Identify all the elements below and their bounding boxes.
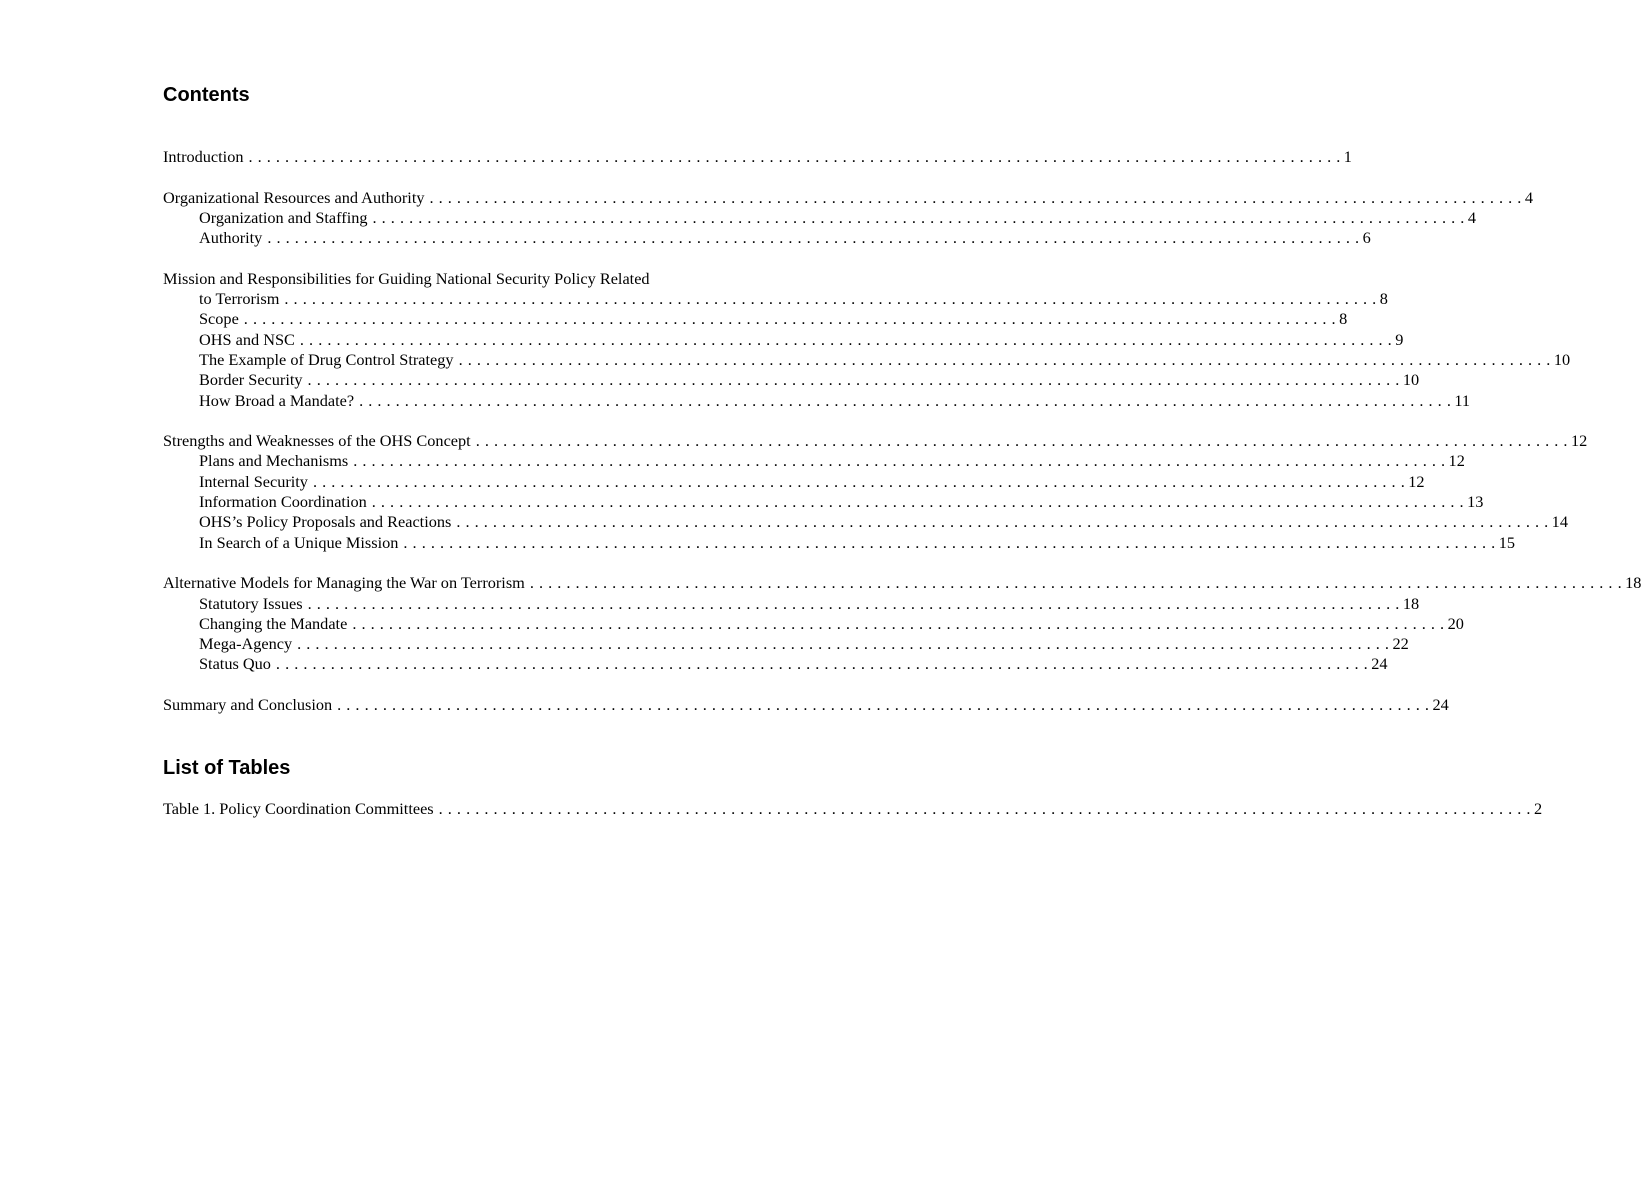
toc-entry[interactable] (163, 187, 1533, 208)
toc-entry-page-number: 8 (1339, 309, 1348, 329)
dot-leader: . . . . . . . . . . . . . . . . . . . . . . . . . . . . . . . . . . . . . . . . . . . . . . . . . . . . . . . . . . . . . . . . . . . . . . . . . . . . . . . . . . . . . . . . . . . . . . . . . . . . . . . . . . . . . . . . . . . . . . . . (438, 799, 1531, 818)
toc-entry-title: Authority (199, 228, 263, 248)
toc-entry[interactable] (163, 492, 1484, 512)
toc-entry[interactable] (163, 451, 1465, 471)
toc-entry-page-number: 2 (1533, 799, 1543, 818)
dot-leader: . . . . . . . . . . . . . . . . . . . . . . . . . . . . . . . . . . . . . . . . . . . . . . . . . . . . . . . . . . . . . . . . . . . . . . . . . . . . . . . . . . . . . . . . . . . . . . . . . . . . . . . . . . . . . . . . . . . . . . . . (284, 289, 1377, 309)
toc-entry-title: Alternative Models for Managing the War on Terrorism (163, 573, 525, 593)
toc-entry-page-number: 10 (1402, 370, 1420, 390)
dot-leader: . . . . . . . . . . . . . . . . . . . . . . . . . . . . . . . . . . . . . . . . . . . . . . . . . . . . . . . . . . . . . . . . . . . . . . . . . . . . . . . . . . . . . . . . . . . . . . . . . . . . . . . . . . . . . . . . . . . . . . . . (243, 309, 1337, 329)
toc-entry-page-number: 12 (1408, 471, 1425, 491)
toc-entry-title: Border Security (199, 370, 303, 390)
toc-entry-page-number: 12 (1448, 451, 1465, 471)
dot-leader: . . . . . . . . . . . . . . . . . . . . . . . . . . . . . . . . . . . . . . . . . . . . . . . . . . . . . . . . . . . . . . . . . . . . . . . . . . . . . . . . . . . . . . . . . . . . . . . . . . . . . . . . . . . . . . . . . . . . . . . . (307, 370, 1400, 390)
contents-heading: Contents (163, 84, 250, 106)
dot-leader: . . . . . . . . . . . . . . . . . . . . . . . . . . . . . . . . . . . . . . . . . . . . . . . . . . . . . . . . . . . . . . . . . . . . . . . . . . . . . . . . . . . . . . . . . . . . . . . . . . . . . . . . . . . . . . . . . . . . . . . . (458, 349, 1551, 369)
dot-leader: . . . . . . . . . . . . . . . . . . . . . . . . . . . . . . . . . . . . . . . . . . . . . . . . . . . . . . . . . . . . . . . . . . . . . . . . . . . . . . . . . . . . . . . . . . . . . . . . . . . . . . . . . . . . . . . . . . . . . . . . (371, 492, 1465, 512)
toc-entry[interactable] (163, 613, 1464, 634)
toc-entry-page-number: 14 (1551, 512, 1568, 532)
dot-leader: . . . . . . . . . . . . . . . . . . . . . . . . . . . . . . . . . . . . . . . . . . . . . . . . . . . . . . . . . . . . . . . . . . . . . . . . . . . . . . . . . . . . . . . . . . . . . . . . . . . . . . . . . . . . . . . . . . . . . . . . (403, 532, 1496, 552)
toc-entry[interactable] (163, 532, 1515, 553)
toc-entry-page-number: 18 (1625, 573, 1641, 593)
dot-leader: . . . . . . . . . . . . . . . . . . . . . . . . . . . . . . . . . . . . . . . . . . . . . . . . . . . . . . . . . . . . . . . . . . . . . . . . . . . . . . . . . . . . . . . . . . . . . . . . . . . . . . . . . . . . . . . . . . . . . . . . (359, 390, 1452, 410)
dot-leader: . . . . . . . . . . . . . . . . . . . . . . . . . . . . . . . . . . . . . . . . . . . . . . . . . . . . . . . . . . . . . . . . . . . . . . . . . . . . . . . . . . . . . . . . . . . . . . . . . . . . . . . . . . . . . . . . . . . . . . . . (353, 451, 1446, 471)
toc-entry-title: Internal Security (199, 471, 308, 491)
toc-entry[interactable] (163, 431, 1588, 451)
dot-leader: . . . . . . . . . . . . . . . . . . . . . . . . . . . . . . . . . . . . . . . . . . . . . . . . . . . . . . . . . . . . . . . . . . . . . . . . . . . . . . . . . . . . . . . . . . . . . . . . . . . . . . . . . . . . . . . . . . . . . . . . (275, 654, 1369, 674)
dot-leader: . . . . . . . . . . . . . . . . . . . . . . . . . . . . . . . . . . . . . . . . . . . . . . . . . . . . . . . . . . . . . . . . . . . . . . . . . . . . . . . . . . . . . . . . . . . . . . . . . . . . . . . . . . . . . . . . . . . . . . . . (337, 695, 1430, 715)
toc-entry[interactable] (163, 309, 1348, 329)
toc-entry-page-number: 4 (1524, 187, 1533, 207)
toc-entry[interactable] (163, 634, 1409, 654)
toc-entry-title: OHS and NSC (199, 329, 295, 349)
toc-entry[interactable] (163, 370, 1420, 390)
toc-entry-page-number: 15 (1498, 532, 1515, 552)
toc-section (163, 695, 1449, 715)
dot-leader: . . . . . . . . . . . . . . . . . . . . . . . . . . . . . . . . . . . . . . . . . . . . . . . . . . . . . . . . . . . . . . . . . . . . . . . . . . . . . . . . . . . . . . . . . . . . . . . . . . . . . . . . . . . . . . . . . . . . . . . . (529, 573, 1623, 593)
toc-entry[interactable] (163, 147, 1352, 167)
toc-section (163, 268, 1571, 411)
toc-entry-title: Changing the Mandate (199, 613, 348, 633)
toc-entry-page-number: 22 (1392, 634, 1409, 654)
toc-entry-title: The Example of Drug Control Strategy (199, 349, 454, 369)
toc-entry-title-line: Mission and Responsibilities for Guiding National Security Policy Related (163, 268, 650, 288)
dot-leader: . . . . . . . . . . . . . . . . . . . . . . . . . . . . . . . . . . . . . . . . . . . . . . . . . . . . . . . . . . . . . . . . . . . . . . . . . . . . . . . . . . . . . . . . . . . . . . . . . . . . . . . . . . . . . . . . . . . . . . . . (307, 593, 1400, 613)
toc-entry-page-number: 13 (1467, 492, 1484, 512)
toc-entry[interactable] (163, 228, 1371, 248)
toc-entry-title: In Search of a Unique Mission (199, 532, 399, 552)
toc-entry[interactable] (163, 695, 1449, 715)
toc-section (163, 187, 1533, 249)
toc-entry-page-number: 10 (1553, 349, 1571, 369)
toc-entry-page-number: 4 (1467, 207, 1476, 227)
list-of-tables-heading: List of Tables (163, 757, 291, 779)
toc-entry-title: Table 1. Policy Coordination Committees (163, 799, 434, 818)
toc-section (163, 431, 1588, 553)
toc-entry[interactable] (163, 329, 1404, 350)
dot-leader: . . . . . . . . . . . . . . . . . . . . . . . . . . . . . . . . . . . . . . . . . . . . . . . . . . . . . . . . . . . . . . . . . . . . . . . . . . . . . . . . . . . . . . . . . . . . . . . . . . . . . . . . . . . . . . . . . . . . . . . . (475, 431, 1568, 451)
toc-entry-title: How Broad a Mandate? (199, 390, 355, 410)
dot-leader: . . . . . . . . . . . . . . . . . . . . . . . . . . . . . . . . . . . . . . . . . . . . . . . . . . . . . . . . . . . . . . . . . . . . . . . . . . . . . . . . . . . . . . . . . . . . . . . . . . . . . . . . . . . . . . . . . . . . . . . . (297, 634, 1390, 654)
toc-entry-page-number: 20 (1447, 613, 1464, 633)
toc-entry-page-number: 8 (1379, 289, 1388, 309)
toc-entry[interactable] (163, 799, 1543, 819)
dot-leader: . . . . . . . . . . . . . . . . . . . . . . . . . . . . . . . . . . . . . . . . . . . . . . . . . . . . . . . . . . . . . . . . . . . . . . . . . . . . . . . . . . . . . . . . . . . . . . . . . . . . . . . . . . . . . . . . . . . . . . . . (267, 228, 1360, 248)
toc-entry[interactable] (163, 573, 1641, 593)
toc-entry[interactable] (163, 471, 1425, 492)
toc-entry-page-number: 1 (1343, 147, 1352, 166)
toc-section (163, 573, 1641, 674)
toc-entry[interactable] (163, 289, 1388, 309)
toc-entry-title: OHS’s Policy Proposals and Reactions (199, 512, 452, 532)
toc-entry[interactable] (163, 349, 1571, 370)
dot-leader: . . . . . . . . . . . . . . . . . . . . . . . . . . . . . . . . . . . . . . . . . . . . . . . . . . . . . . . . . . . . . . . . . . . . . . . . . . . . . . . . . . . . . . . . . . . . . . . . . . . . . . . . . . . . . . . . . . . . . . . . (372, 207, 1465, 227)
dot-leader: . . . . . . . . . . . . . . . . . . . . . . . . . . . . . . . . . . . . . . . . . . . . . . . . . . . . . . . . . . . . . . . . . . . . . . . . . . . . . . . . . . . . . . . . . . . . . . . . . . . . . . . . . . . . . . . . . . . . . . . . (248, 147, 1341, 166)
toc-entry[interactable] (163, 654, 1388, 674)
dot-leader: . . . . . . . . . . . . . . . . . . . . . . . . . . . . . . . . . . . . . . . . . . . . . . . . . . . . . . . . . . . . . . . . . . . . . . . . . . . . . . . . . . . . . . . . . . . . . . . . . . . . . . . . . . . . . . . . . . . . . . . . (312, 471, 1406, 491)
dot-leader: . . . . . . . . . . . . . . . . . . . . . . . . . . . . . . . . . . . . . . . . . . . . . . . . . . . . . . . . . . . . . . . . . . . . . . . . . . . . . . . . . . . . . . . . . . . . . . . . . . . . . . . . . . . . . . . . . . . . . . . . (429, 187, 1522, 207)
list-of-tables (163, 799, 1543, 819)
dot-leader: . . . . . . . . . . . . . . . . . . . . . . . . . . . . . . . . . . . . . . . . . . . . . . . . . . . . . . . . . . . . . . . . . . . . . . . . . . . . . . . . . . . . . . . . . . . . . . . . . . . . . . . . . . . . . . . . . . . . . . . . (352, 613, 1445, 633)
toc-list (163, 147, 1641, 736)
toc-entry-title: Plans and Mechanisms (199, 451, 349, 471)
toc-entry-page-number: 24 (1432, 695, 1449, 715)
toc-entry[interactable] (163, 593, 1420, 614)
toc-entry-title: Strengths and Weaknesses of the OHS Concept (163, 431, 471, 451)
toc-entry-page-number: 9 (1395, 329, 1404, 349)
toc-entry-title: to Terrorism (199, 289, 280, 309)
toc-entry-title: Information Coordination (199, 492, 367, 512)
toc-entry[interactable] (163, 207, 1476, 228)
toc-entry-title: Organization and Staffing (199, 207, 368, 227)
toc-entry-page-number: 6 (1362, 228, 1371, 248)
toc-entry-page-number: 11 (1454, 390, 1471, 410)
toc-entry-title: Statutory Issues (199, 593, 303, 613)
toc-entry-title: Organizational Resources and Authority (163, 187, 425, 207)
dot-leader: . . . . . . . . . . . . . . . . . . . . . . . . . . . . . . . . . . . . . . . . . . . . . . . . . . . . . . . . . . . . . . . . . . . . . . . . . . . . . . . . . . . . . . . . . . . . . . . . . . . . . . . . . . . . . . . . . . . . . . . . (456, 512, 1549, 532)
toc-entry-title: Introduction (163, 147, 244, 166)
toc-entry-title: Summary and Conclusion (163, 695, 333, 715)
toc-entry[interactable] (163, 390, 1471, 411)
toc-entry-page-number: 18 (1402, 593, 1420, 613)
toc-entry-title: Status Quo (199, 654, 271, 674)
toc-entry-title: Scope (199, 309, 239, 329)
toc-entry-page-number: 24 (1371, 654, 1388, 674)
toc-entry-page-number: 12 (1571, 431, 1588, 451)
dot-leader: . . . . . . . . . . . . . . . . . . . . . . . . . . . . . . . . . . . . . . . . . . . . . . . . . . . . . . . . . . . . . . . . . . . . . . . . . . . . . . . . . . . . . . . . . . . . . . . . . . . . . . . . . . . . . . . . . . . . . . . . (299, 329, 1393, 349)
toc-entry[interactable] (163, 512, 1568, 532)
toc-entry-title: Mega-Agency (199, 634, 293, 654)
toc-section (163, 147, 1352, 167)
